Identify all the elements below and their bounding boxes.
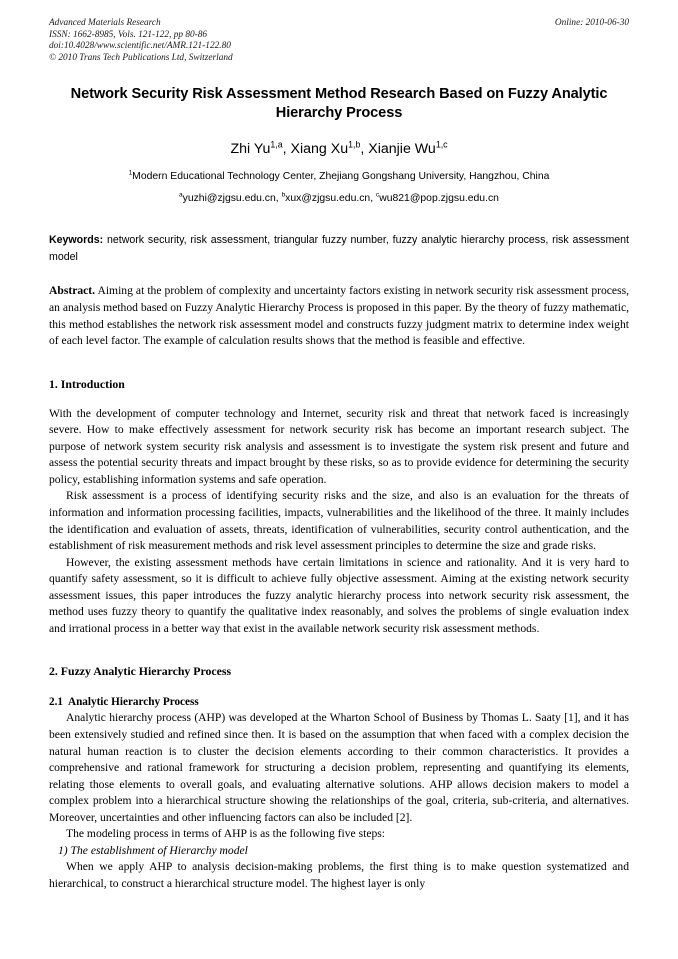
sec21-paragraph-2: The modeling process in terms of AHP is as the following five steps:	[66, 827, 385, 841]
affiliation-sup: 1	[128, 169, 133, 177]
author-sep-1: ,	[282, 141, 291, 158]
abstract-text: Aiming at the problem of complexity and uncertainty factors existing in network security risk assessment process, an analysis method based on Fuzzy Analytic Hierarchy Process is proposed in this paper. By the theory of fuzzy mathematic, this method establishes the network risk assessment model and constructs fuzzy judgment matrix to determine index weight of each level factor. The example of calculation results shows that the method is feasible and effective.	[49, 284, 629, 348]
journal-name: Advanced Materials Research	[49, 18, 161, 28]
intro-paragraph-1: With the development of computer technology and Internet, security risk and threat that network faced is increasingly severe. How to make effectively assessment for network security risk has become an important research subject. The purpose of network system security risk analysis and assessment is to investigate the system risk present and future and assess the potential security threats and impact brought by these risks, so as to provide evidence for determining the security policy, establishing information systems and safe operation.	[49, 406, 629, 486]
sec21-step-1: 1) The establishment of Hierarchy model	[58, 843, 248, 857]
email-a: yuzhi@zjgsu.edu.cn,	[182, 193, 282, 205]
section-heading-introduction: 1. Introduction	[49, 376, 125, 391]
affiliation	[49, 169, 629, 184]
author-list	[49, 140, 629, 158]
paper-title: Network Security Risk Assessment Method Research Based on Fuzzy Analytic Hierarchy Process	[70, 86, 608, 122]
keywords-text: network security, risk assessment, triangular fuzzy number, fuzzy analytic hierarchy process, risk assessment model	[49, 234, 629, 263]
sec21-paragraph-1: Analytic hierarchy process (AHP) was developed at the Wharton School of Business by Thomas L. Saaty [1], and it has been extensively studied and refined since then. It is based on the assumption that when faced with a complex decision the natural human reaction is to cluster the decision elements according to their common characteristics. It provides a comprehensive and rational framework for structuring a decision problem, representing and quantifying its elements, relating those elements to overall goals, and evaluating alternative solutions. AHP allows decision makers to model a complex problem into a hierarchical structure showing the relationships of the goal, criteria, sub-criteria, and alternatives. Moreover, uncertainties and other influencing factors can also be included [2].	[49, 711, 629, 824]
keywords-block	[49, 232, 629, 265]
keywords-label: Keywords:	[49, 234, 104, 247]
abstract-label: Abstract.	[49, 284, 96, 298]
author-name-2: Xiang Xu	[290, 141, 349, 158]
author-sup-1: 1,a	[270, 139, 283, 150]
email-sup-a: a	[179, 191, 183, 199]
author-emails	[49, 191, 629, 206]
subsection-title: Analytic Hierarchy Process	[67, 696, 199, 709]
intro-paragraph-3: However, the existing assessment methods have certain limitations in science and rationality. And it is very hard to quantify safety assessment, so it is difficult to achieve fully objective assessment. Aiming at the existing network security assessment issues, this paper introduces the fuzzy analytic hierarchy process into network security risk assessment, the method uses fuzzy theory to quantify the qualitative index reasonably, and solves the problems of single evaluation index and irrational process in a better way that exist in the available network security risk assessment methods.	[49, 555, 629, 635]
journal-issn: ISSN: 1662-8985, Vols. 121-122, pp 80-86	[49, 29, 208, 40]
author-name-1: Zhi Yu	[230, 141, 271, 158]
email-b: xux@zjgsu.edu.cn,	[285, 193, 376, 205]
abstract-block	[49, 283, 629, 349]
affiliation-text: Modern Educational Technology Center, Zhejiang Gongshang University, Hangzhou, China	[132, 171, 550, 183]
email-c: wu821@pop.zjgsu.edu.cn	[379, 193, 499, 205]
journal-copyright: © 2010 Trans Tech Publications Ltd, Switzerland	[49, 52, 233, 63]
subsection-number: 2.1	[49, 696, 63, 709]
author-sup-3: 1,c	[435, 139, 448, 150]
journal-header-left	[49, 18, 469, 64]
author-name-3: Xianjie Wu	[368, 141, 436, 158]
page-content	[49, 18, 629, 892]
intro-paragraph-2: Risk assessment is a process of identifying security risks and the size, and also is an evaluation for the threats of information and information processing facilities, impacts, vulnerabilities and the likelihood of the three. It mainly includes the identification and evaluation of assets, threats, identification of vulnerabilities, security control authentication, and the establishment of risk measurement methods and risk level assessment principles to determine the size and grade risks.	[49, 489, 629, 553]
sec21-paragraph-3: When we apply AHP to analysis decision-making problems, the first thing is to make question systematized and hierarchical, to construct a hierarchical structure model. The highest layer is only	[49, 860, 629, 890]
email-sup-b: b	[281, 191, 286, 199]
journal-header	[49, 18, 629, 64]
author-sup-2: 1,b	[348, 139, 361, 150]
journal-doi: doi:10.4028/www.scientific.net/AMR.121-122.80	[49, 41, 231, 52]
email-sup-c: c	[376, 191, 380, 199]
subsection-heading-ahp	[49, 694, 629, 710]
online-date: Online: 2010-06-30	[554, 18, 629, 28]
section-heading-fuzzy-ahp: 2. Fuzzy Analytic Hierarchy Process	[49, 664, 232, 679]
author-sep-2: ,	[360, 141, 369, 158]
